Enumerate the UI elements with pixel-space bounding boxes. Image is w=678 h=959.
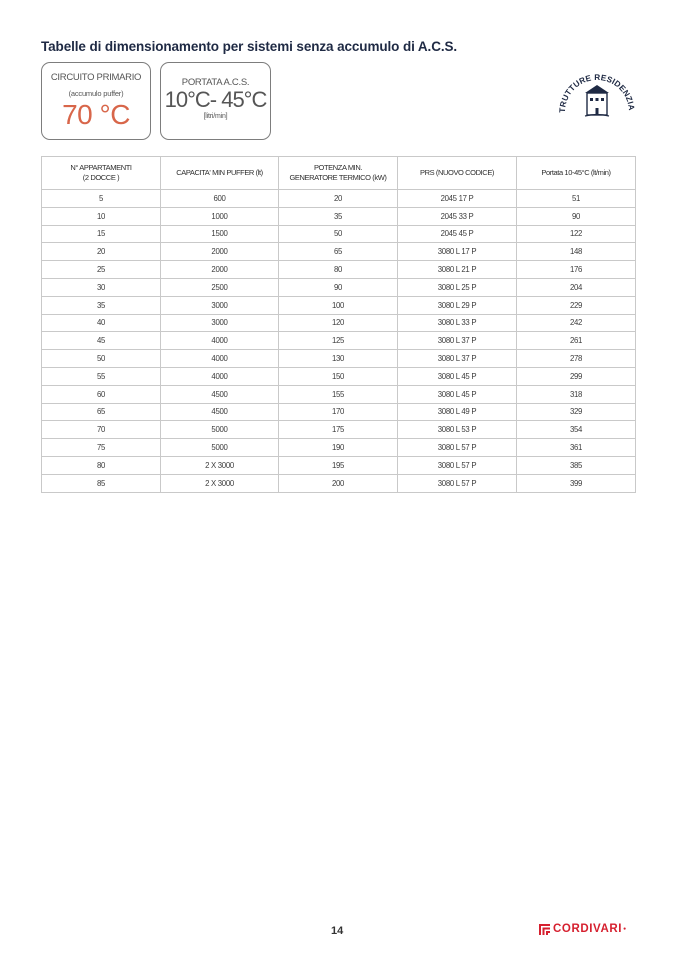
cell-flow-rate: 299 — [517, 367, 636, 385]
cell-generator-power: 175 — [279, 421, 398, 439]
acs-flow-box — [160, 62, 271, 140]
cell-apartments: 10 — [42, 207, 161, 225]
cell-puffer-capacity: 5000 — [161, 421, 279, 439]
table-row — [42, 439, 636, 457]
cell-flow-rate: 204 — [517, 278, 636, 296]
cell-puffer-capacity: 4000 — [161, 367, 279, 385]
cell-generator-power: 50 — [279, 225, 398, 243]
table-row — [42, 225, 636, 243]
cell-puffer-capacity: 4000 — [161, 350, 279, 368]
cell-apartments: 80 — [42, 456, 161, 474]
cell-flow-rate: 361 — [517, 439, 636, 457]
primary-circuit-box — [41, 62, 151, 140]
badge-text: TRUTTURE RESIDENZIA — [557, 72, 637, 113]
header-prs-code: PRS (NUOVO CODICE) — [398, 157, 517, 190]
cell-prs-code: 3080 L 37 P — [398, 350, 517, 368]
cell-prs-code: 3080 L 49 P — [398, 403, 517, 421]
cell-puffer-capacity: 1000 — [161, 207, 279, 225]
cell-generator-power: 170 — [279, 403, 398, 421]
cell-apartments: 5 — [42, 190, 161, 208]
cell-prs-code: 3080 L 45 P — [398, 385, 517, 403]
header-generator-power: POTENZA MIN. GENERATORE TERMICO (kW) — [279, 157, 398, 190]
acs-flow-unit: [litri/min] — [203, 113, 228, 120]
cell-generator-power: 65 — [279, 243, 398, 261]
primary-circuit-sublabel: (accumulo puffer) — [68, 89, 124, 98]
cell-flow-rate: 229 — [517, 296, 636, 314]
cell-apartments: 55 — [42, 367, 161, 385]
cell-puffer-capacity: 2 X 3000 — [161, 474, 279, 492]
table-row — [42, 421, 636, 439]
cell-puffer-capacity: 4500 — [161, 385, 279, 403]
table-row — [42, 207, 636, 225]
cell-generator-power: 80 — [279, 261, 398, 279]
cell-generator-power: 125 — [279, 332, 398, 350]
building-icon — [552, 58, 642, 133]
cell-flow-rate: 278 — [517, 350, 636, 368]
table-row — [42, 261, 636, 279]
cell-puffer-capacity: 1500 — [161, 225, 279, 243]
cell-generator-power: 200 — [279, 474, 398, 492]
cell-prs-code: 3080 L 37 P — [398, 332, 517, 350]
cell-puffer-capacity: 2000 — [161, 261, 279, 279]
cell-generator-power: 20 — [279, 190, 398, 208]
cell-apartments: 75 — [42, 439, 161, 457]
cell-prs-code: 3080 L 29 P — [398, 296, 517, 314]
header-puffer-capacity: CAPACITA' MIN PUFFER (lt) — [161, 157, 279, 190]
cell-prs-code: 3080 L 57 P — [398, 474, 517, 492]
acs-flow-label: PORTATA A.C.S. — [181, 77, 250, 88]
header-apartments: N° APPARTAMENTI (2 DOCCE ) — [42, 157, 161, 190]
cell-apartments: 50 — [42, 350, 161, 368]
cell-generator-power: 190 — [279, 439, 398, 457]
cell-apartments: 40 — [42, 314, 161, 332]
cell-flow-rate: 148 — [517, 243, 636, 261]
page-number: 14 — [331, 925, 344, 937]
cell-flow-rate: 176 — [517, 261, 636, 279]
cell-flow-rate: 51 — [517, 190, 636, 208]
table-row — [42, 474, 636, 492]
table-row — [42, 403, 636, 421]
cell-generator-power: 150 — [279, 367, 398, 385]
cell-prs-code: 3080 L 45 P — [398, 367, 517, 385]
table-row — [42, 278, 636, 296]
cell-puffer-capacity: 4000 — [161, 332, 279, 350]
cell-prs-code: 3080 L 17 P — [398, 243, 517, 261]
cell-flow-rate: 122 — [517, 225, 636, 243]
cell-flow-rate: 261 — [517, 332, 636, 350]
cell-flow-rate: 242 — [517, 314, 636, 332]
cordivari-logo — [539, 923, 626, 935]
page-title: Tabelle di dimensionamento per sistemi senza accumulo di A.C.S. — [41, 39, 458, 54]
table-row — [42, 367, 636, 385]
table-row — [42, 314, 636, 332]
cell-generator-power: 90 — [279, 278, 398, 296]
header-flow-rate: Portata 10-45°C (lt/min) — [517, 157, 636, 190]
cell-prs-code: 3080 L 57 P — [398, 439, 517, 457]
cell-apartments: 65 — [42, 403, 161, 421]
cell-apartments: 35 — [42, 296, 161, 314]
residential-badge — [552, 58, 642, 133]
cell-apartments: 25 — [42, 261, 161, 279]
cell-puffer-capacity: 2000 — [161, 243, 279, 261]
trademark-mark: ● — [623, 926, 627, 932]
acs-temperature-range: 10°C- 45°C — [164, 87, 267, 112]
cell-apartments: 70 — [42, 421, 161, 439]
cell-apartments: 30 — [42, 278, 161, 296]
cell-generator-power: 195 — [279, 456, 398, 474]
primary-circuit-temperature: 70 °C — [62, 99, 130, 130]
cell-prs-code: 3080 L 57 P — [398, 456, 517, 474]
cell-generator-power: 130 — [279, 350, 398, 368]
cell-prs-code: 3080 L 25 P — [398, 278, 517, 296]
cell-flow-rate: 399 — [517, 474, 636, 492]
cell-puffer-capacity: 4500 — [161, 403, 279, 421]
table-row — [42, 296, 636, 314]
table-row — [42, 350, 636, 368]
sizing-table — [41, 156, 636, 493]
cordivari-logo-icon — [539, 924, 550, 935]
cell-puffer-capacity: 3000 — [161, 314, 279, 332]
primary-circuit-label: CIRCUITO PRIMARIO — [50, 72, 142, 83]
cell-flow-rate: 354 — [517, 421, 636, 439]
cell-apartments: 45 — [42, 332, 161, 350]
cell-apartments: 15 — [42, 225, 161, 243]
cell-puffer-capacity: 2500 — [161, 278, 279, 296]
cell-flow-rate: 385 — [517, 456, 636, 474]
cell-apartments: 20 — [42, 243, 161, 261]
cell-flow-rate: 90 — [517, 207, 636, 225]
cell-generator-power: 100 — [279, 296, 398, 314]
table-header-row — [42, 157, 636, 190]
table-row — [42, 243, 636, 261]
cell-flow-rate: 329 — [517, 403, 636, 421]
cell-prs-code: 3080 L 33 P — [398, 314, 517, 332]
cell-flow-rate: 318 — [517, 385, 636, 403]
cell-generator-power: 120 — [279, 314, 398, 332]
cell-prs-code: 2045 17 P — [398, 190, 517, 208]
cell-prs-code: 2045 45 P — [398, 225, 517, 243]
cell-prs-code: 3080 L 21 P — [398, 261, 517, 279]
cell-puffer-capacity: 3000 — [161, 296, 279, 314]
table-row — [42, 456, 636, 474]
table-row — [42, 385, 636, 403]
cell-puffer-capacity: 2 X 3000 — [161, 456, 279, 474]
table-row — [42, 190, 636, 208]
cell-apartments: 85 — [42, 474, 161, 492]
cell-puffer-capacity: 600 — [161, 190, 279, 208]
cell-puffer-capacity: 5000 — [161, 439, 279, 457]
table-row — [42, 332, 636, 350]
cell-apartments: 60 — [42, 385, 161, 403]
brand-name: CORDIVARI — [553, 923, 623, 935]
cell-prs-code: 2045 33 P — [398, 207, 517, 225]
cell-generator-power: 35 — [279, 207, 398, 225]
cell-generator-power: 155 — [279, 385, 398, 403]
cell-prs-code: 3080 L 53 P — [398, 421, 517, 439]
